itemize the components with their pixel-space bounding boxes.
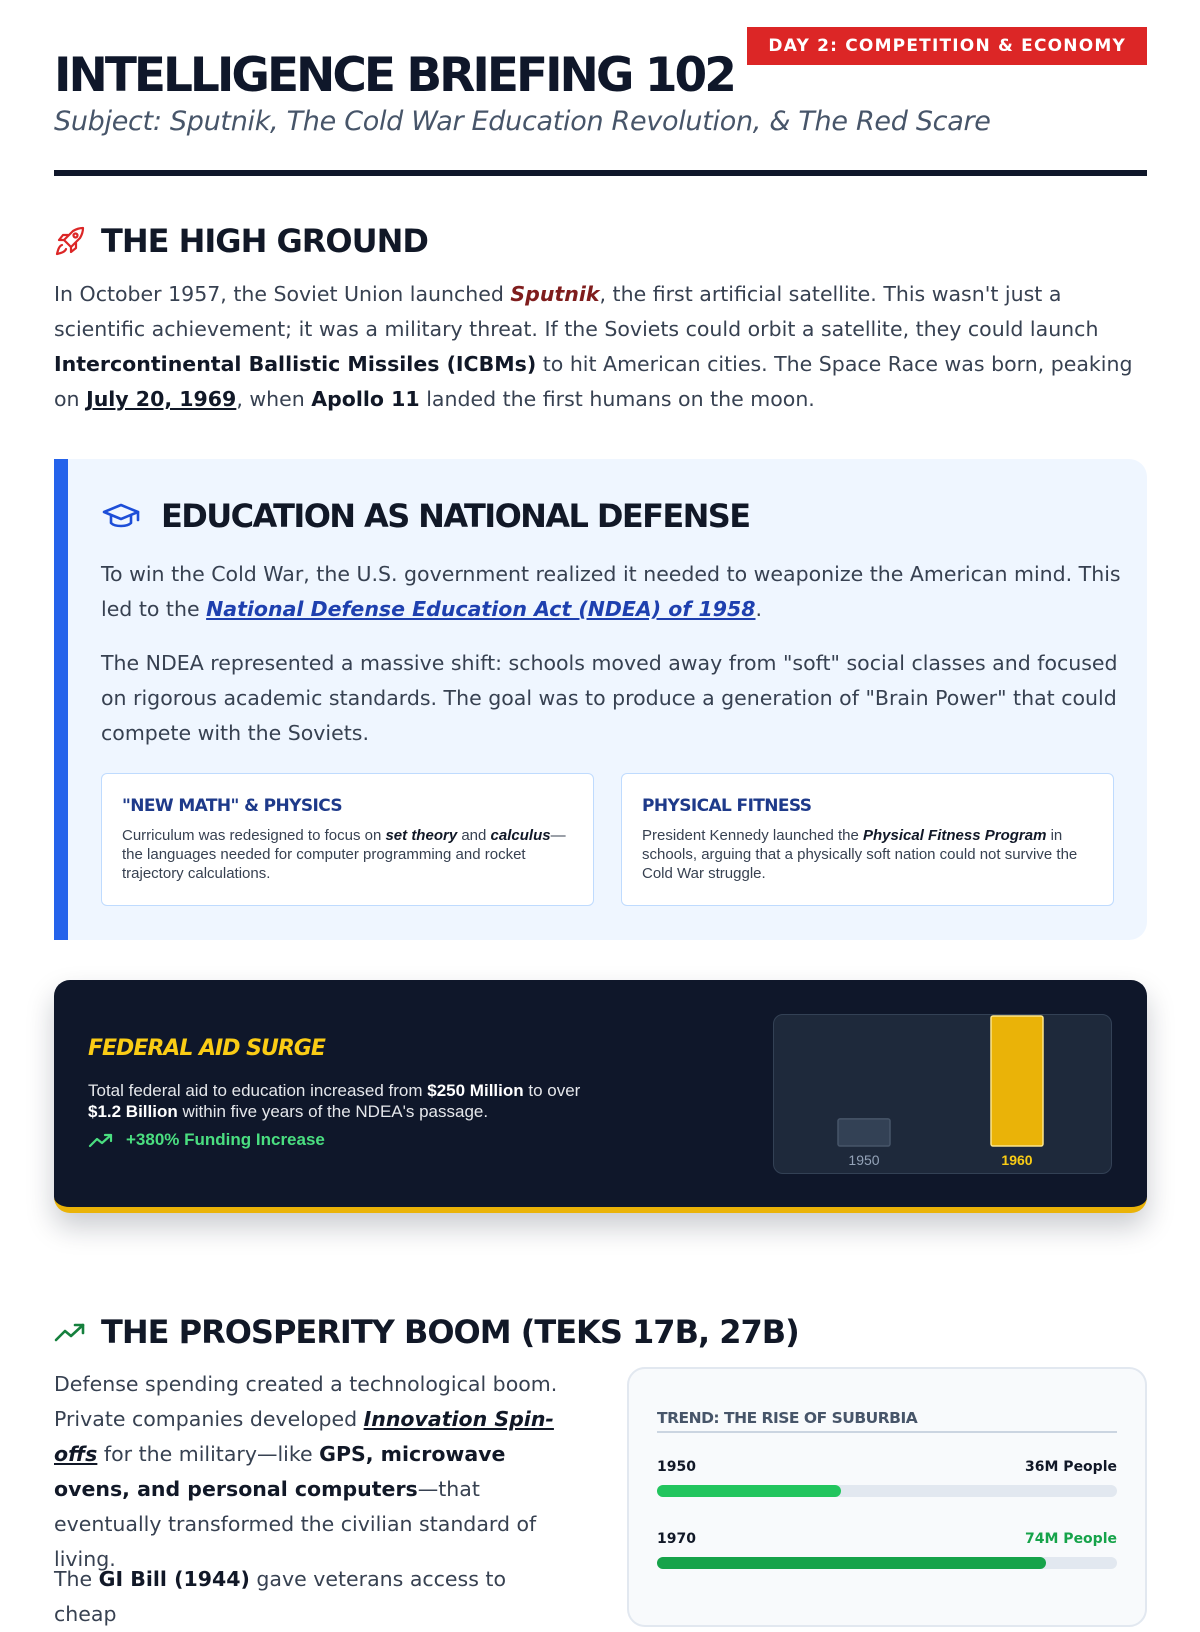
apollo-term: Apollo 11	[311, 387, 420, 411]
spinoffs-term: Innovation Spin-offs	[54, 1407, 554, 1466]
section-title: THE HIGH GROUND	[101, 222, 428, 260]
bar-1950	[838, 1119, 890, 1146]
high-ground-heading	[54, 222, 428, 260]
trend-title: TREND: THE RISE OF SUBURBIA	[657, 1409, 918, 1427]
education-heading	[101, 497, 750, 535]
tick-label-1950: 1950	[848, 1152, 880, 1168]
federal-aid-text: Total federal aid to education increased from $250 Million to over $1.2 Billion within five years of the NDEA's passage.	[88, 1081, 581, 1121]
ndea-link[interactable]: National Defense Education Act (NDEA) of 1958	[206, 597, 756, 621]
federal-aid-panel	[54, 980, 1147, 1213]
trend-value: 36M People	[1025, 1459, 1117, 1475]
education-text-1: To win the Cold War, the U.S. government realized it needed to weaponize the American mind. This led to the National Defense Education Act (NDEA) of 1958.	[101, 562, 1121, 621]
card-body: Curriculum was redesigned to focus on set theory and calculus—the languages needed for computer programming and rocket trajectory calculations.	[122, 827, 566, 882]
page-subtitle: Subject: Sputnik, The Cold War Education Revolution, & The Red Scare	[54, 106, 991, 137]
education-callout	[54, 459, 1147, 940]
federal-aid-title: FEDERAL AID SURGE	[88, 1036, 325, 1061]
suburbia-trend-panel	[627, 1367, 1147, 1627]
trending-up-icon	[88, 1131, 114, 1149]
federal-aid-chart	[773, 1014, 1112, 1174]
trend-divider	[657, 1431, 1117, 1433]
physical-fitness-card	[621, 773, 1114, 906]
section-title: EDUCATION AS NATIONAL DEFENSE	[161, 497, 750, 535]
prosperity-heading	[54, 1313, 799, 1351]
trending-up-icon	[54, 1316, 86, 1348]
examples-term: GPS, microwave ovens, and personal computers	[54, 1442, 506, 1501]
progress-track	[657, 1485, 1117, 1497]
graduation-cap-icon	[101, 500, 141, 532]
icbm-term: Intercontinental Ballistic Missiles (ICBMs)	[54, 352, 537, 376]
federal-aid-bar-chart	[774, 1015, 1113, 1175]
high-ground-text: In October 1957, the Soviet Union launched Sputnik, the first artificial satellite. This wasn't just a scientific achievement; it was a military threat. If the Soviets could orbit a satellite, they could launch Intercontinental Ballistic Missiles (ICBMs) to hit American cities. The Space Race was born, peaking on July 20, 1969, when Apollo 11 landed the first humans on the moon.	[54, 282, 1133, 411]
progress-fill	[657, 1557, 1046, 1569]
header-divider	[54, 170, 1147, 176]
progress-fill	[657, 1485, 841, 1497]
trend-year: 1970	[657, 1531, 696, 1547]
card-title: PHYSICAL FITNESS	[642, 796, 812, 816]
new-math-card	[101, 773, 594, 906]
rocket-icon	[54, 225, 86, 257]
prosperity-text-1: Defense spending created a technological boom. Private companies developed Innovation Spin-offs for the military—like GPS, microwave ovens, and personal computers—that eventually transformed the civilian standard of living.	[54, 1372, 558, 1571]
card-title: "NEW MATH" & PHYSICS	[122, 796, 343, 816]
section-title: THE PROSPERITY BOOM (TEKS 17B, 27B)	[101, 1313, 799, 1351]
progress-track	[657, 1557, 1117, 1569]
trend-value: 74M People	[1025, 1531, 1117, 1547]
briefing-page	[54, 0, 1147, 1626]
bar-1960	[991, 1016, 1043, 1146]
tick-label-1960: 1960	[1001, 1152, 1033, 1168]
card-body: President Kennedy launched the Physical Fitness Program in schools, arguing that a physically soft nation could not survive the Cold War struggle.	[642, 827, 1078, 882]
moon-landing-date: July 20, 1969	[86, 387, 237, 411]
education-text-2: The NDEA represented a massive shift: schools moved away from "soft" social classes and focused on rigorous academic standards. The goal was to produce a generation of "Brain Power" that could compete with the Soviets.	[101, 651, 1118, 745]
page-title: INTELLIGENCE BRIEFING 102	[54, 48, 734, 103]
day-badge: DAY 2: COMPETITION & ECONOMY	[747, 27, 1147, 65]
trend-year: 1950	[657, 1459, 696, 1475]
funding-increase: +380% Funding Increase	[88, 1130, 325, 1150]
prosperity-text-2: The GI Bill (1944) gave veterans access to cheap	[54, 1567, 506, 1626]
sputnik-term: Sputnik	[510, 282, 600, 306]
gi-bill-term: GI Bill (1944)	[98, 1567, 250, 1591]
